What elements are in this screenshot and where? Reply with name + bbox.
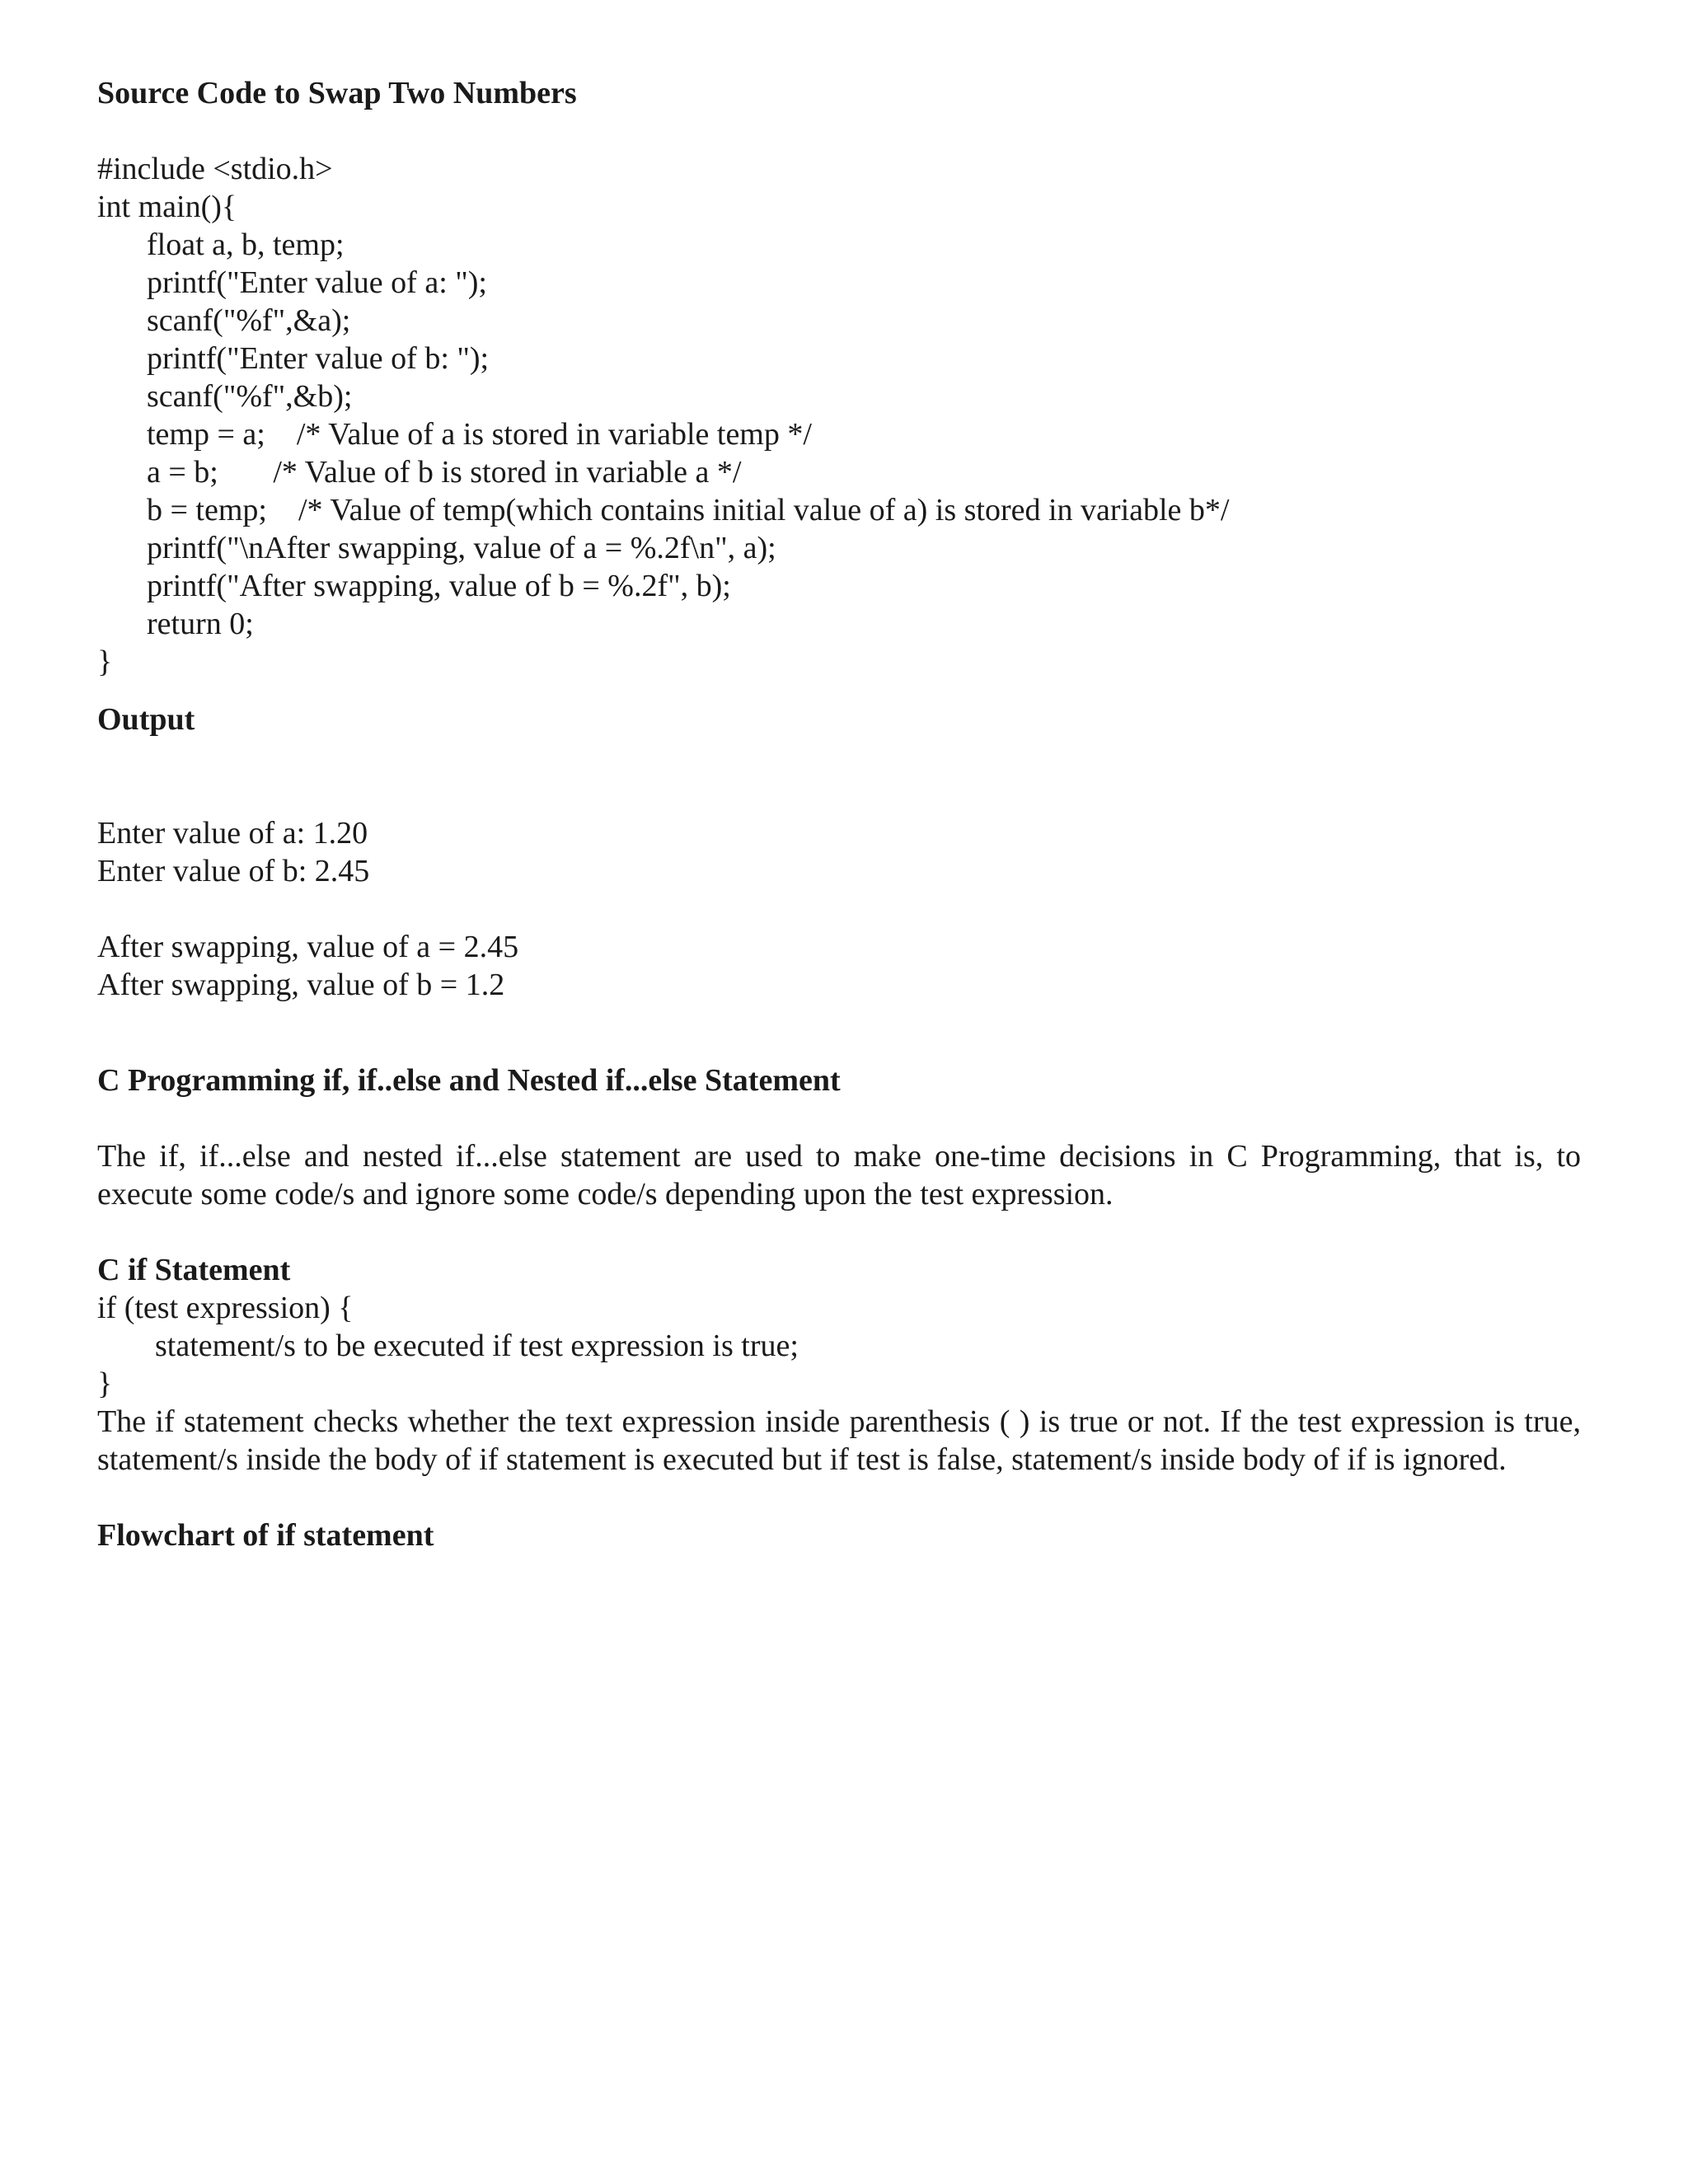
code-line: printf("\nAfter swapping, value of a = %.2f\n", a); [147,531,776,565]
if-statement-title: C if Statement [97,1253,291,1287]
output-title: Output [97,702,195,737]
flowchart-title: Flowchart of if statement [97,1518,434,1553]
code-line: printf("Enter value of a: "); [147,265,487,300]
syntax-line: if (test expression) { [97,1291,354,1325]
if-syntax [97,1289,1581,1403]
code-line: #include <stdio.h> [97,152,333,186]
code-line: float a, b, temp; [147,227,345,262]
if-else-section-title: C Programming if, if..else and Nested if...else Statement [97,1063,841,1098]
program-output [97,814,1581,1004]
code-line: } [97,644,113,679]
if-else-intro-paragraph: The if, if...else and nested if...else statement are used to make one-time decisions in C Programming, that is, to execute some code/s and ignore some code/s depending upon the test expression. [97,1139,1581,1212]
output-line: After swapping, value of a = 2.45 [97,930,519,964]
code-line: scanf("%f",&a); [147,303,351,338]
if-statement-description: The if statement checks whether the text expression inside parenthesis ( ) is true or not. If the test expression is true, statement/s inside the body of if statement is executed but if test is false, statement/s inside body of if is ignored. [97,1404,1581,1477]
code-line: return 0; [147,607,254,641]
swap-source-code [97,150,1581,681]
code-line: b = temp; /* Value of temp(which contains initial value of a) is stored in variable b*/ [147,493,1230,527]
code-line: temp = a; /* Value of a is stored in variable temp */ [147,417,812,452]
code-line: printf("Enter value of b: "); [147,341,490,376]
swap-section-title: Source Code to Swap Two Numbers [97,76,577,110]
code-line: int main(){ [97,190,237,224]
document-page [97,74,1581,1554]
code-line: printf("After swapping, value of b = %.2f", b); [147,569,731,603]
code-line: a = b; /* Value of b is stored in variable a */ [147,455,742,490]
output-line: After swapping, value of b = 1.2 [97,968,505,1002]
syntax-line: statement/s to be executed if test expression is true; [155,1329,799,1363]
syntax-line: } [97,1366,113,1401]
output-line: Enter value of b: 2.45 [97,854,370,888]
code-line: scanf("%f",&b); [147,379,353,414]
output-line: Enter value of a: 1.20 [97,816,368,851]
